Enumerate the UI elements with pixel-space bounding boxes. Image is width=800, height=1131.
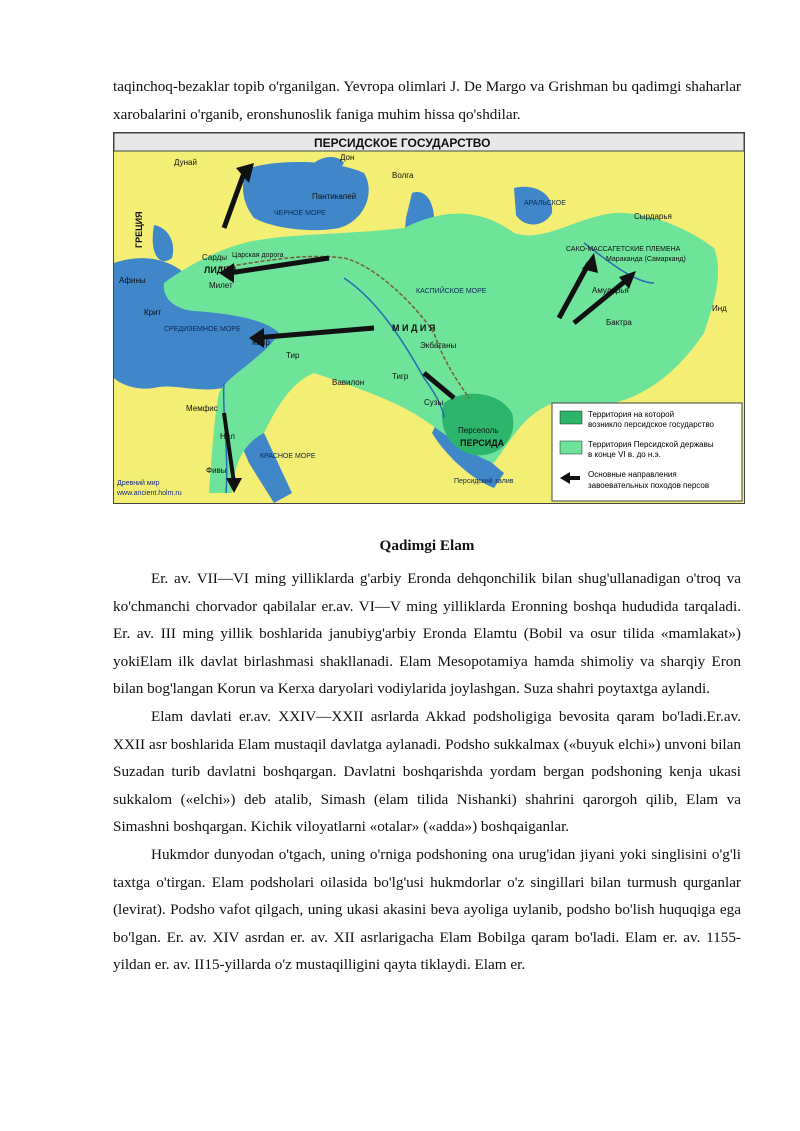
label-ekbatany: Экбатаны [420,341,457,350]
label-krit: Крит [144,308,162,317]
label-amudarya: Амударья [592,286,629,295]
paragraph-2: Elam davlati er.av. XXIV—XXII asrlarda Akkad podsholigiga bevosita qaram bo'ladi.Er.av. XXII asr boshlarida Elam mustaqil davlatga aylanadi. Podsho sukkalmax («buyuk elchi») unvoni bilan Suzadan turib davlatni boshqargan. Davlatni boshqarishda yordam bergan podshoning kenja ukasi sukkalom («elchi») deb atalib, Simash (elam tilida Nishanki) shahrini qarorgoh qilib, Elam va Simashni boshqargan. Kichik viloyatlarni «otalar» («adda») boshqaiganlar. [113,707,741,836]
map-credit-title: Древний мир [117,480,160,487]
legend-empire-line1: Территория Персидской державы [588,440,714,449]
label-suzy: Сузы [424,398,444,407]
label-tir: Тир [286,351,300,360]
label-don: Дон [340,153,355,162]
label-midiya: М И Д И Я [392,323,436,333]
intro-paragraph: taqinchoq-bezaklar topib o'rganilgan. Yevropa olimlari J. De Margo va Grishman bu qadimgi shaharlar xarobalarini o'rganib, eronshunoslik faniga muhim hissa qo'shdilar. [113,78,741,123]
legend-core-line1: Территория на которой [588,410,675,419]
label-sardy: Сарды [202,253,227,262]
map-title: ПЕРСИДСКОЕ ГОСУДАРСТВО [314,136,491,150]
legend-arrow-line1: Основные направления [588,470,677,479]
paragraph-3: Hukmdor dunyodan o'tgach, uning o'rniga podshoning ona urug'idan jiyani yoki singlisini o'g'li taxtga o'tirgan. Elam podsholari oilasida bo'lg'usi hukmdorlar o'z singillari bilan turmush qurganlar (levirat). Podsho vafot qilgach, uning ukasi akasini beva ayoliga uylanib, podsho bo'lish huquqiga ega bo'lgan. Er. av. XIV asrdan er. av. XII asrlarigacha Elam Bobilga qaram bo'ladi. Elam er. av. 1155-yildan er. av. II15-yillarda o'z mustaqilligini qayta tiklaydi. Elam er. [113,845,741,974]
persian-empire-map [113,132,745,504]
label-persian-gulf: Персидский залив [454,478,514,485]
label-fivy: Фивы [206,466,227,475]
map-legend [552,403,742,501]
label-black-sea: ЧЕРНОЕ МОРЕ [274,210,326,217]
legend-swatch-core [560,411,582,424]
label-volga: Волга [392,171,414,180]
label-kipr: Кипр [252,338,270,347]
legend-core-line2: возникло персидское государство [588,420,714,429]
legend-arrow-line2: завоевательных походов персов [588,481,710,490]
label-saka-massagetae: САКО-МАССАГЕТСКИЕ ПЛЕМЕНА [566,246,681,253]
paragraph-1: Er. av. VII—VI ming yilliklarda g'arbiy Eronda dehqonchilik bilan shug'ullanadigan o'troq va ko'chmanchi chorvador qabilalar er.av. VI—V ming yilliklarda Eronning boshqa hududida tarqaladi. Er. av. III ming yillik boshlarida janubiyg'arbiy Eronda Elamtu (Bobil va osur tilida «mamlakat») yokiElam ilk davlat birlashmasi shakllanadi. Elam Mesopotamiya hamda shimoliy va sharqiy Eron bilan bog'langan Korun va Kerxa daryolari vodiylarida joylashgan. Suza shahri poytaxtga aylandi. [113,570,741,698]
label-memfis: Мемфис [186,404,218,413]
label-aral: АРАЛЬСКОЕ [524,200,566,207]
label-tigr: Тигр [392,372,409,381]
label-caspian: КАСПИЙСКОЕ МОРЕ [416,288,487,295]
body-text [113,565,741,979]
label-persida: ПЕРСИДА [460,438,505,448]
label-royal-road: Царская дорога [232,252,284,259]
label-red-sea: КРАСНОЕ МОРЕ [260,453,316,460]
label-pantikapei: Пантикапей [312,192,357,201]
label-marakanda: Мараканда (Самарканд) [606,256,686,263]
section-heading: Qadimgi Elam [379,537,475,554]
label-nil: Нил [220,432,235,441]
label-ind: Инд [712,304,727,313]
label-dunai: Дунай [174,158,197,167]
label-lidiya: ЛИДИЯ [204,265,237,275]
label-persepol: Персеполь [458,426,499,435]
label-mediterranean: СРЕДИЗЕМНОЕ МОРЕ [164,326,241,333]
label-baktra: Бактра [606,318,632,327]
label-afiny: Афины [119,276,146,285]
map-graphic [114,133,744,503]
legend-empire-line2: в конце VI в. до н.э. [588,450,661,459]
map-credit-url: www.ancient.holm.ru [117,490,182,497]
label-vavilon: Вавилон [332,378,365,387]
label-greciya: ГРЕЦИЯ [134,211,144,248]
label-syrdarya: Сырдарья [634,212,672,221]
label-milet: Милет [209,281,233,290]
legend-swatch-empire [560,441,582,454]
